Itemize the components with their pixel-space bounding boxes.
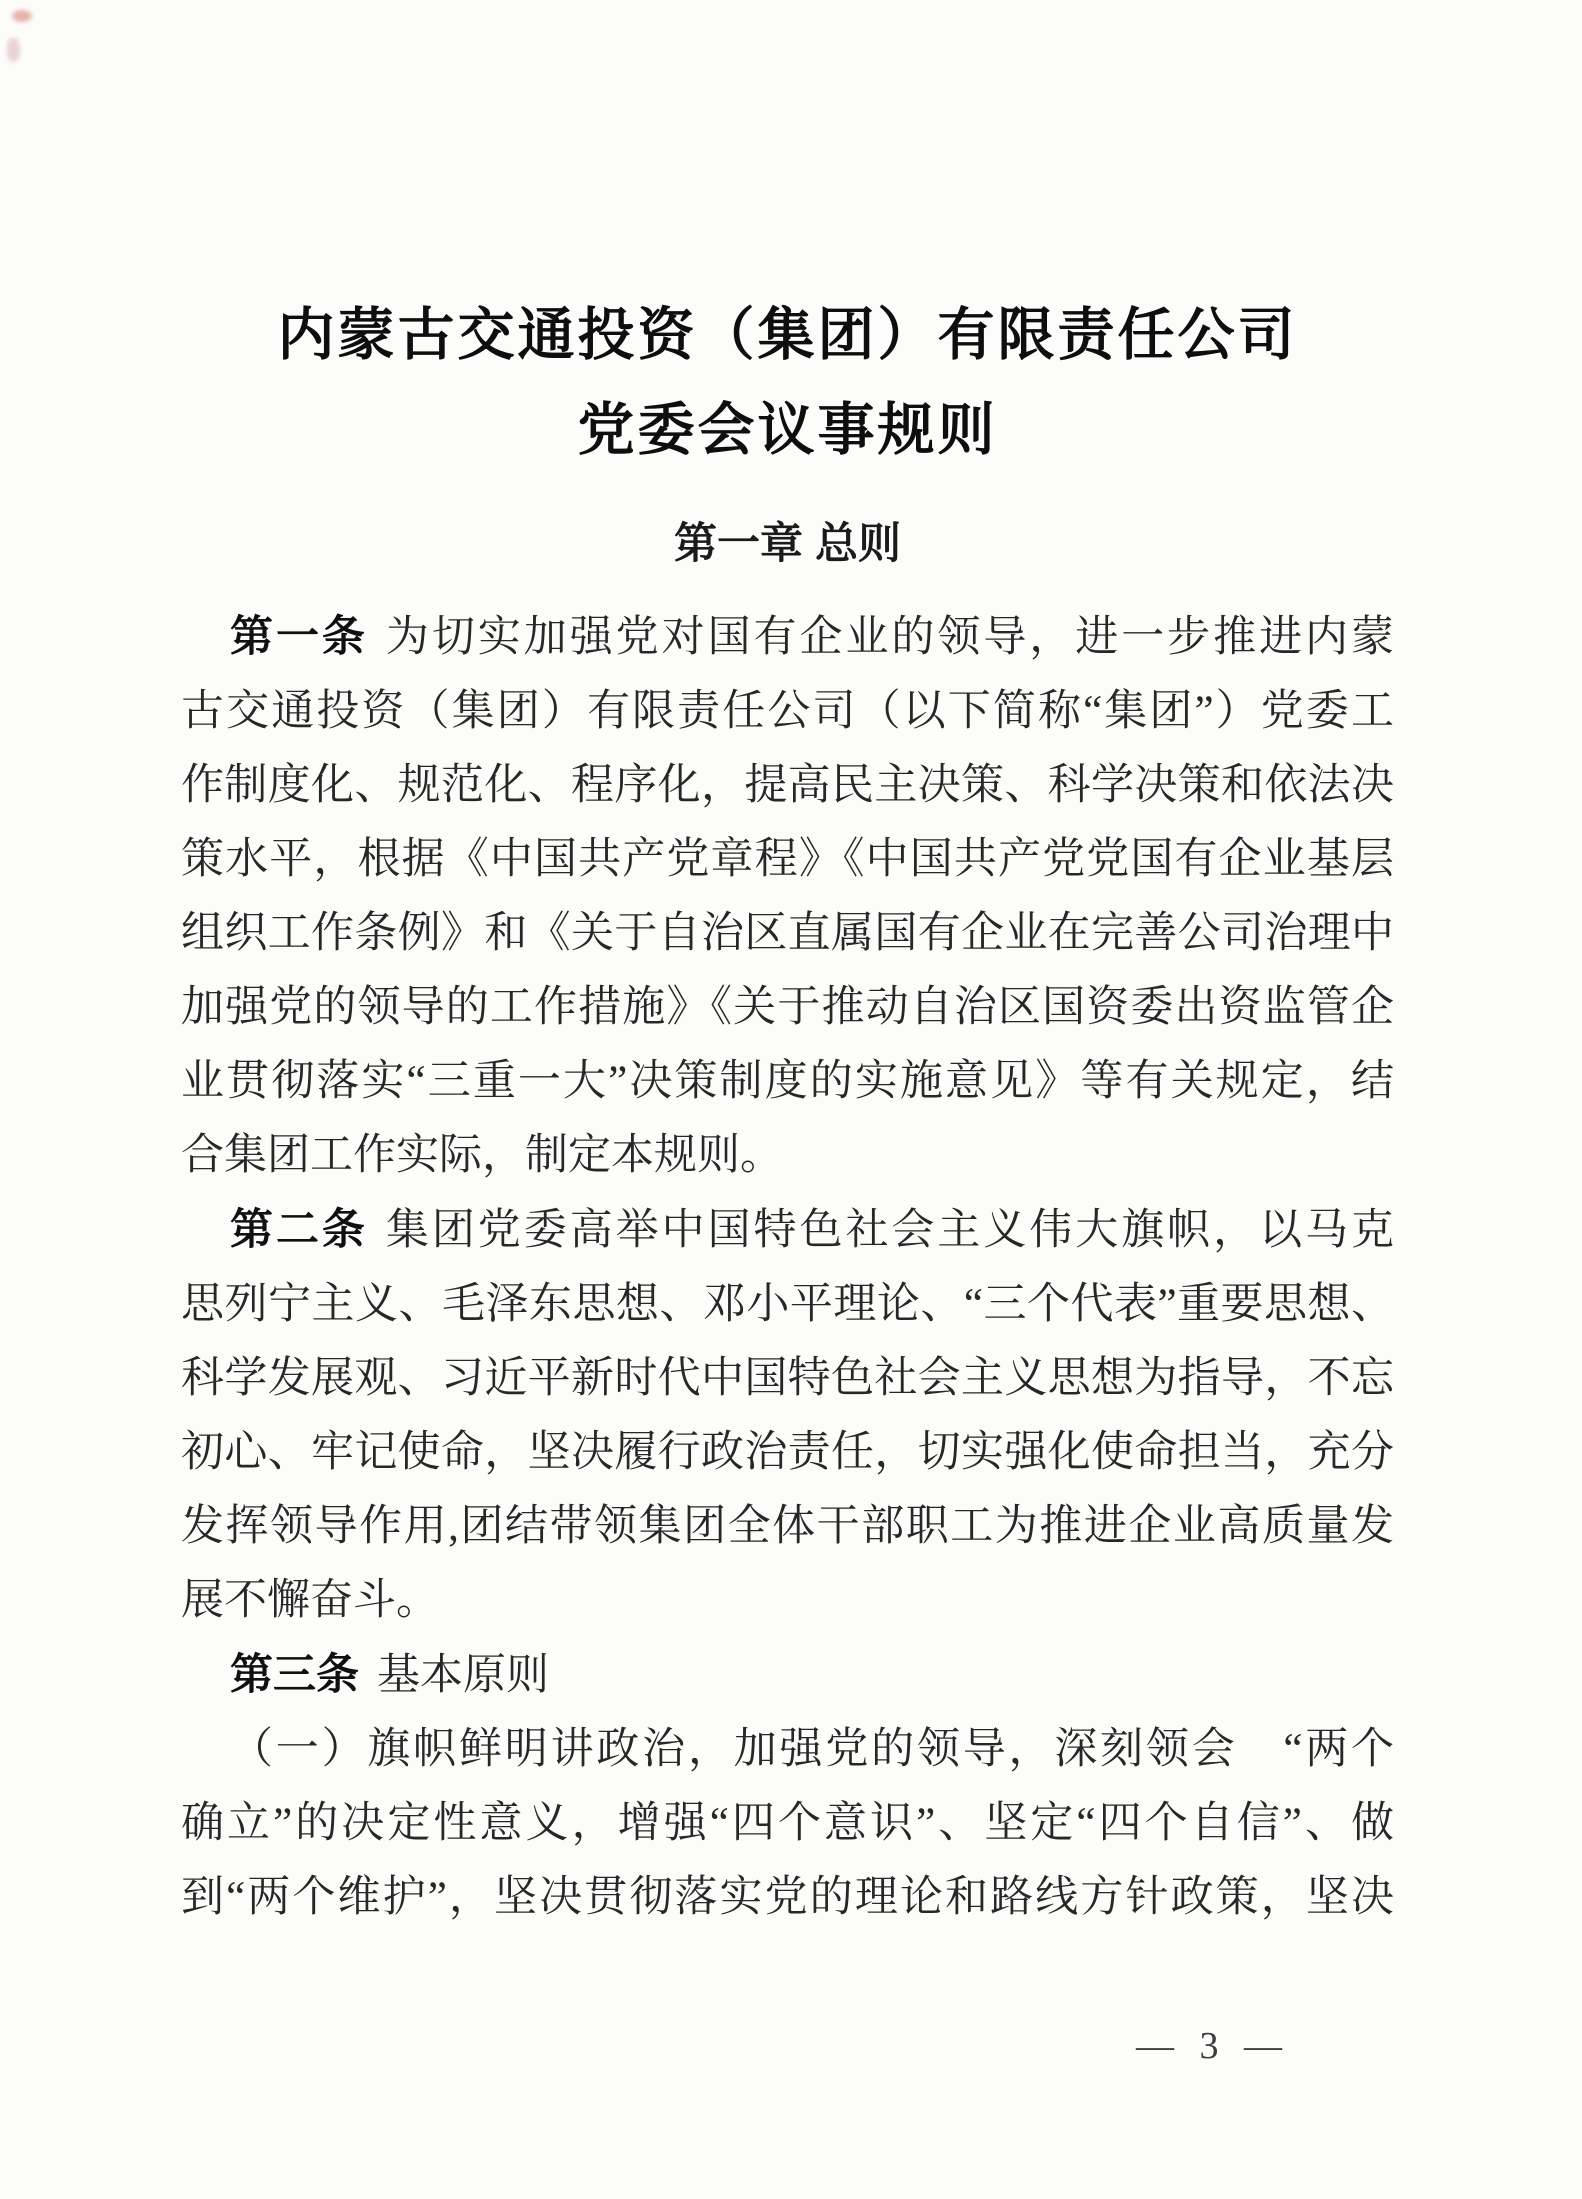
body-line: 第三条 基本原则	[230, 1651, 549, 1699]
body-line: 古交通投资（集团）有限责任公司（以下简称“集团”）党委工	[181, 688, 1394, 735]
article-number-label: 第三条	[230, 1651, 359, 1699]
body-line: 科学发展观、习近平新时代中国特色社会主义思想为指导，不忘	[181, 1355, 1394, 1402]
chapter-heading: 第一章 总则	[674, 520, 901, 568]
body-line: 思列宁主义、毛泽东思想、邓小平理论、“三个代表”重要思想、	[181, 1281, 1394, 1328]
body-line: 展不懈奋斗。	[181, 1577, 439, 1624]
body-line: 第一条 为切实加强党对国有企业的领导，进一步推进内蒙	[230, 613, 1394, 661]
body-line: 发挥领导作用,团结带领集团全体干部职工为推进企业高质量发	[181, 1503, 1394, 1550]
document-title	[181, 288, 1394, 478]
body-line: 业贯彻落实“三重一大”决策制度的实施意见》等有关规定，结	[181, 1058, 1394, 1105]
scan-artifact-mark	[12, 10, 32, 22]
body-line: （一）旗帜鲜明讲政治，加强党的领导，深刻领会 “两个	[230, 1726, 1394, 1773]
scan-artifact-mark	[7, 38, 20, 62]
article-number-label: 第一条	[230, 613, 368, 661]
document-title-line1: 内蒙古交通投资（集团）有限责任公司	[277, 304, 1298, 367]
body-line: 作制度化、规范化、程序化，提高民主决策、科学决策和依法决	[181, 762, 1394, 809]
document-body	[181, 600, 1394, 1935]
document-title-line2: 党委会议事规则	[577, 399, 998, 462]
body-line: 合集团工作实际，制定本规则。	[181, 1132, 783, 1179]
body-line: 到“两个维护”，坚决贯彻落实党的理论和路线方针政策，坚决	[181, 1874, 1394, 1921]
body-line: 加强党的领导的工作措施》《关于推动自治区国资委出资监管企	[181, 984, 1394, 1031]
article-number-label: 第二条	[230, 1206, 368, 1254]
body-line: 初心、牢记使命，坚决履行政治责任，切实强化使命担当，充分	[181, 1429, 1394, 1476]
body-line: 确立”的决定性意义，增强“四个意识”、坚定“四个自信”、做	[181, 1800, 1394, 1847]
page-number: — 3 —	[1136, 2025, 1290, 2067]
body-line: 组织工作条例》和《关于自治区直属国有企业在完善公司治理中	[181, 910, 1394, 957]
body-line: 策水平，根据《中国共产党章程》《中国共产党党国有企业基层	[181, 836, 1394, 883]
body-line: 第二条 集团党委高举中国特色社会主义伟大旗帜，以马克	[230, 1206, 1394, 1254]
